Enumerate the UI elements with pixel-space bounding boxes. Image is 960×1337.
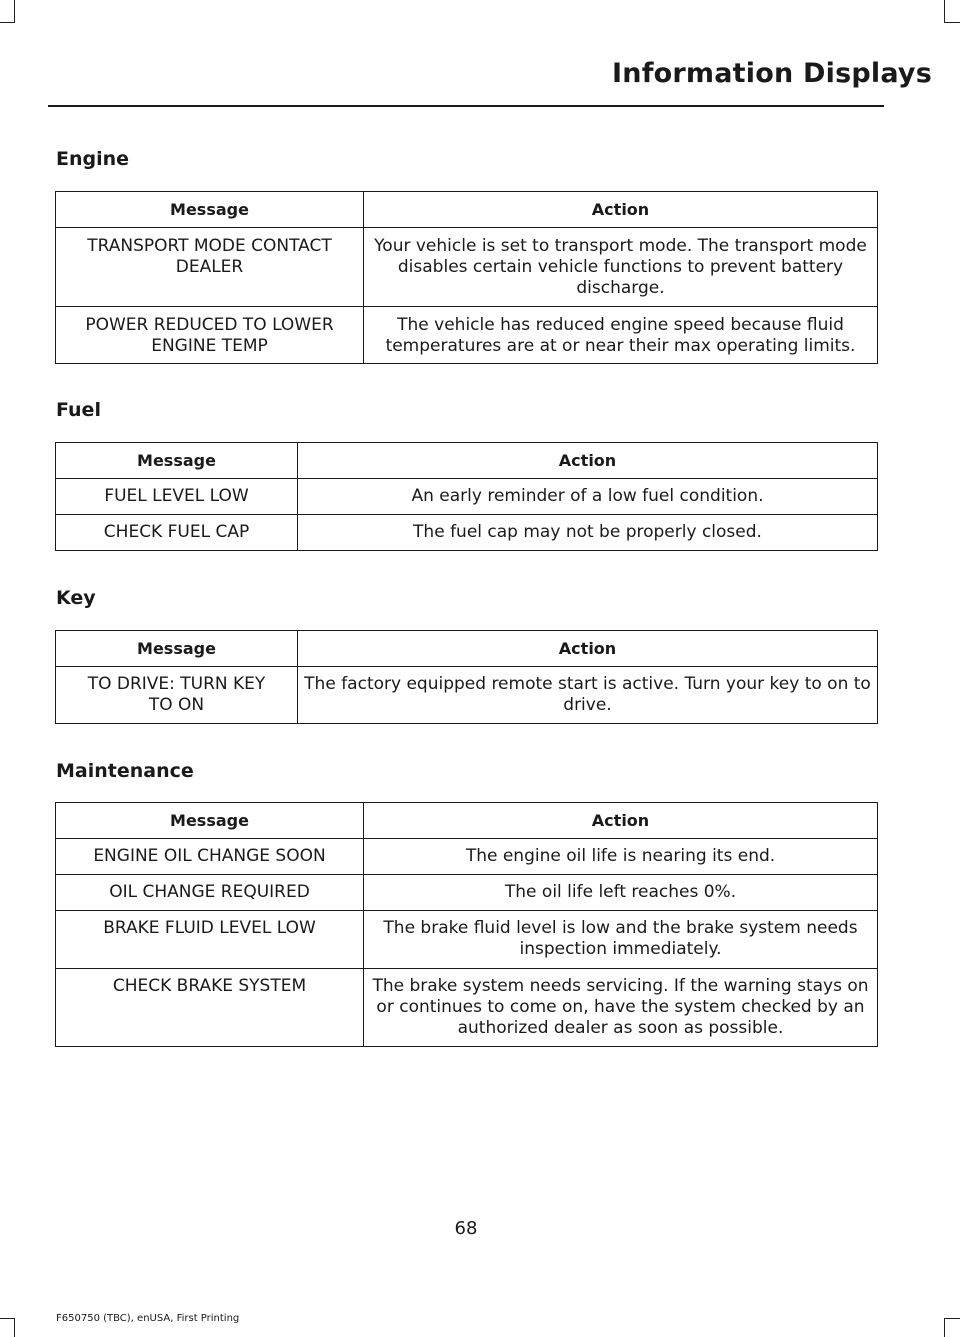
message-cell: CHECK BRAKE SYSTEM: [56, 969, 364, 1047]
action-cell: The brake fluid level is low and the brake system needs inspection immediately.: [364, 911, 878, 969]
action-cell: The brake system needs servicing. If the warning stays on or continues to come on, have the system checked by an authorized dealer as soon as possible.: [364, 969, 878, 1047]
table-row: [56, 479, 878, 515]
table-row: [56, 875, 878, 911]
message-cell: CHECK FUEL CAP: [56, 515, 298, 551]
fuel-messages-table: [55, 442, 878, 551]
crop-mark: [14, 0, 15, 22]
maintenance-messages-table: [55, 802, 878, 1047]
table-header-row: [56, 803, 878, 839]
table-row: [56, 515, 878, 551]
message-cell: TRANSPORT MODE CONTACT DEALER: [56, 228, 364, 307]
table-row: [56, 911, 878, 969]
crop-mark: [0, 1318, 15, 1319]
table-row: [56, 839, 878, 875]
crop-mark: [14, 1318, 15, 1337]
message-cell: ENGINE OIL CHANGE SOON: [56, 839, 364, 875]
column-header-message: Message: [56, 443, 298, 479]
table-row: [56, 969, 878, 1047]
message-cell: OIL CHANGE REQUIRED: [56, 875, 364, 911]
column-header-message: Message: [56, 631, 298, 667]
table-header-row: [56, 443, 878, 479]
engine-messages-table: [55, 191, 878, 364]
page-title: Information Displays: [612, 58, 932, 89]
action-cell: The fuel cap may not be properly closed.: [298, 515, 878, 551]
page-number: 68: [454, 1218, 478, 1239]
message-cell: BRAKE FLUID LEVEL LOW: [56, 911, 364, 969]
section-heading-fuel: Fuel: [56, 399, 101, 421]
column-header-message: Message: [56, 192, 364, 228]
column-header-action: Action: [364, 192, 878, 228]
message-cell: TO DRIVE: TURN KEY TO ON: [56, 667, 298, 724]
table-header-row: [56, 192, 878, 228]
action-cell: An early reminder of a low fuel condition.: [298, 479, 878, 515]
table-row: [56, 228, 878, 307]
action-cell: Your vehicle is set to transport mode. The transport mode disables certain vehicle functions to prevent battery discharge.: [364, 228, 878, 307]
crop-mark: [944, 22, 960, 23]
key-messages-table: [55, 630, 878, 724]
message-cell: FUEL LEVEL LOW: [56, 479, 298, 515]
action-cell: The engine oil life is nearing its end.: [364, 839, 878, 875]
column-header-action: Action: [298, 443, 878, 479]
column-header-message: Message: [56, 803, 364, 839]
column-header-action: Action: [364, 803, 878, 839]
action-cell: The oil life left reaches 0%.: [364, 875, 878, 911]
action-cell: The vehicle has reduced engine speed because fluid temperatures are at or near their max operating limits.: [364, 307, 878, 364]
crop-mark: [0, 22, 15, 23]
crop-mark: [944, 1318, 945, 1337]
table-row: [56, 667, 878, 724]
section-heading-key: Key: [56, 587, 96, 609]
crop-mark: [944, 1318, 960, 1319]
table-header-row: [56, 631, 878, 667]
message-cell: POWER REDUCED TO LOWER ENGINE TEMP: [56, 307, 364, 364]
action-cell: The factory equipped remote start is active. Turn your key to on to drive.: [298, 667, 878, 724]
section-heading-maintenance: Maintenance: [56, 760, 194, 782]
column-header-action: Action: [298, 631, 878, 667]
edition-footer: F650750 (TBC), enUSA, First Printing: [56, 1313, 240, 1324]
table-row: [56, 307, 878, 364]
header-divider: [48, 105, 884, 107]
section-heading-engine: Engine: [56, 148, 130, 170]
crop-mark: [944, 0, 945, 22]
